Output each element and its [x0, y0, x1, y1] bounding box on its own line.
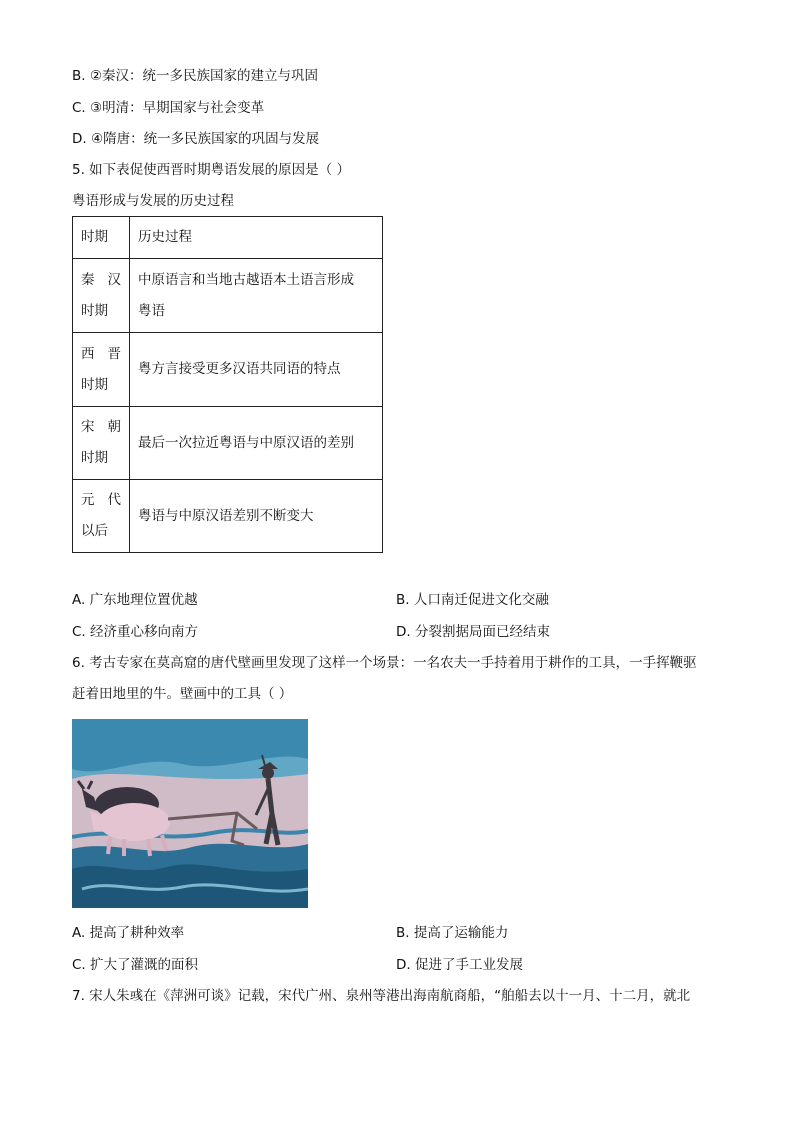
prev-option-d: D. ④隋唐：统一多民族国家的巩固与发展 [72, 131, 320, 147]
process-text: 最后一次拉近粤语与中原汉语的差别 [138, 434, 354, 451]
process-cell [130, 480, 383, 553]
period-char: 汉 [107, 271, 121, 288]
process-cell [130, 259, 383, 333]
question-7-stem: 7. 宋人朱彧在《萍洲可谈》记载，宋代广州、泉州等港出海南航商船，“舶船去以十一月、十二月，就北 [72, 988, 691, 1004]
q6-option-c[interactable]: C. 扩大了灌溉的面积 [72, 957, 199, 973]
process-cell [130, 333, 383, 407]
period-char: 代 [107, 492, 121, 508]
q5-option-a[interactable]: A. 广东地理位置优越 [72, 592, 198, 608]
q6-option-d[interactable]: D. 促进了手工业发展 [396, 957, 523, 973]
period-char: 宋 [81, 419, 95, 435]
process-text: 粤语 [138, 302, 165, 319]
prev-option-b: B. ②秦汉：统一多民族国家的建立与巩固 [72, 68, 318, 84]
table-header-row [73, 217, 383, 259]
question-5-stem: 5. 如下表促使西晋时期粤语发展的原因是（ ） [72, 162, 350, 178]
header-process: 历史过程 [130, 217, 383, 259]
q6-option-a[interactable]: A. 提高了耕种效率 [72, 925, 185, 941]
process-cell [130, 407, 383, 480]
process-text: 粤语与中原汉语差别不断变大 [138, 507, 314, 524]
table-row [73, 259, 383, 333]
table-title: 粤语形成与发展的历史过程 [72, 193, 234, 209]
tang-ox-plough-mural [72, 719, 308, 908]
period-suffix: 时期 [81, 302, 108, 319]
table-row [73, 480, 383, 553]
prev-option-c: C. ③明清：早期国家与社会变革 [72, 100, 265, 116]
period-cell [73, 259, 130, 333]
period-suffix: 时期 [81, 376, 108, 393]
mural-illustration [72, 719, 308, 908]
period-suffix: 时期 [81, 450, 108, 466]
table-row [73, 407, 383, 480]
period-suffix: 以后 [81, 523, 108, 539]
q6-option-b[interactable]: B. 提高了运输能力 [396, 925, 509, 941]
q5-option-c[interactable]: C. 经济重心移向南方 [72, 624, 199, 640]
period-char: 秦 [81, 271, 95, 288]
period-cell [73, 407, 130, 480]
period-char: 朝 [107, 419, 121, 435]
header-period: 时期 [73, 217, 130, 259]
process-text: 粤方言接受更多汉语共同语的特点 [138, 361, 341, 377]
period-cell [73, 480, 130, 553]
period-char: 晋 [107, 345, 121, 362]
question-6-stem-line1: 6. 考古专家在莫高窟的唐代壁画里发现了这样一个场景：一名农夫一手持着用于耕作的工具，一手挥鞭驱 [72, 655, 697, 671]
process-text: 中原语言和当地古越语本土语言形成 [138, 271, 354, 288]
period-cell [73, 333, 130, 407]
q5-option-b[interactable]: B. 人口南迁促进文化交融 [396, 592, 549, 608]
table-row [73, 333, 383, 407]
ox-pale [98, 803, 170, 841]
history-table [72, 216, 383, 553]
q5-option-d[interactable]: D. 分裂割据局面已经结束 [396, 624, 550, 640]
question-6-stem-line2: 赶着田地里的牛。壁画中的工具（ ） [72, 686, 293, 702]
period-char: 元 [81, 492, 95, 508]
period-char: 西 [81, 345, 95, 362]
